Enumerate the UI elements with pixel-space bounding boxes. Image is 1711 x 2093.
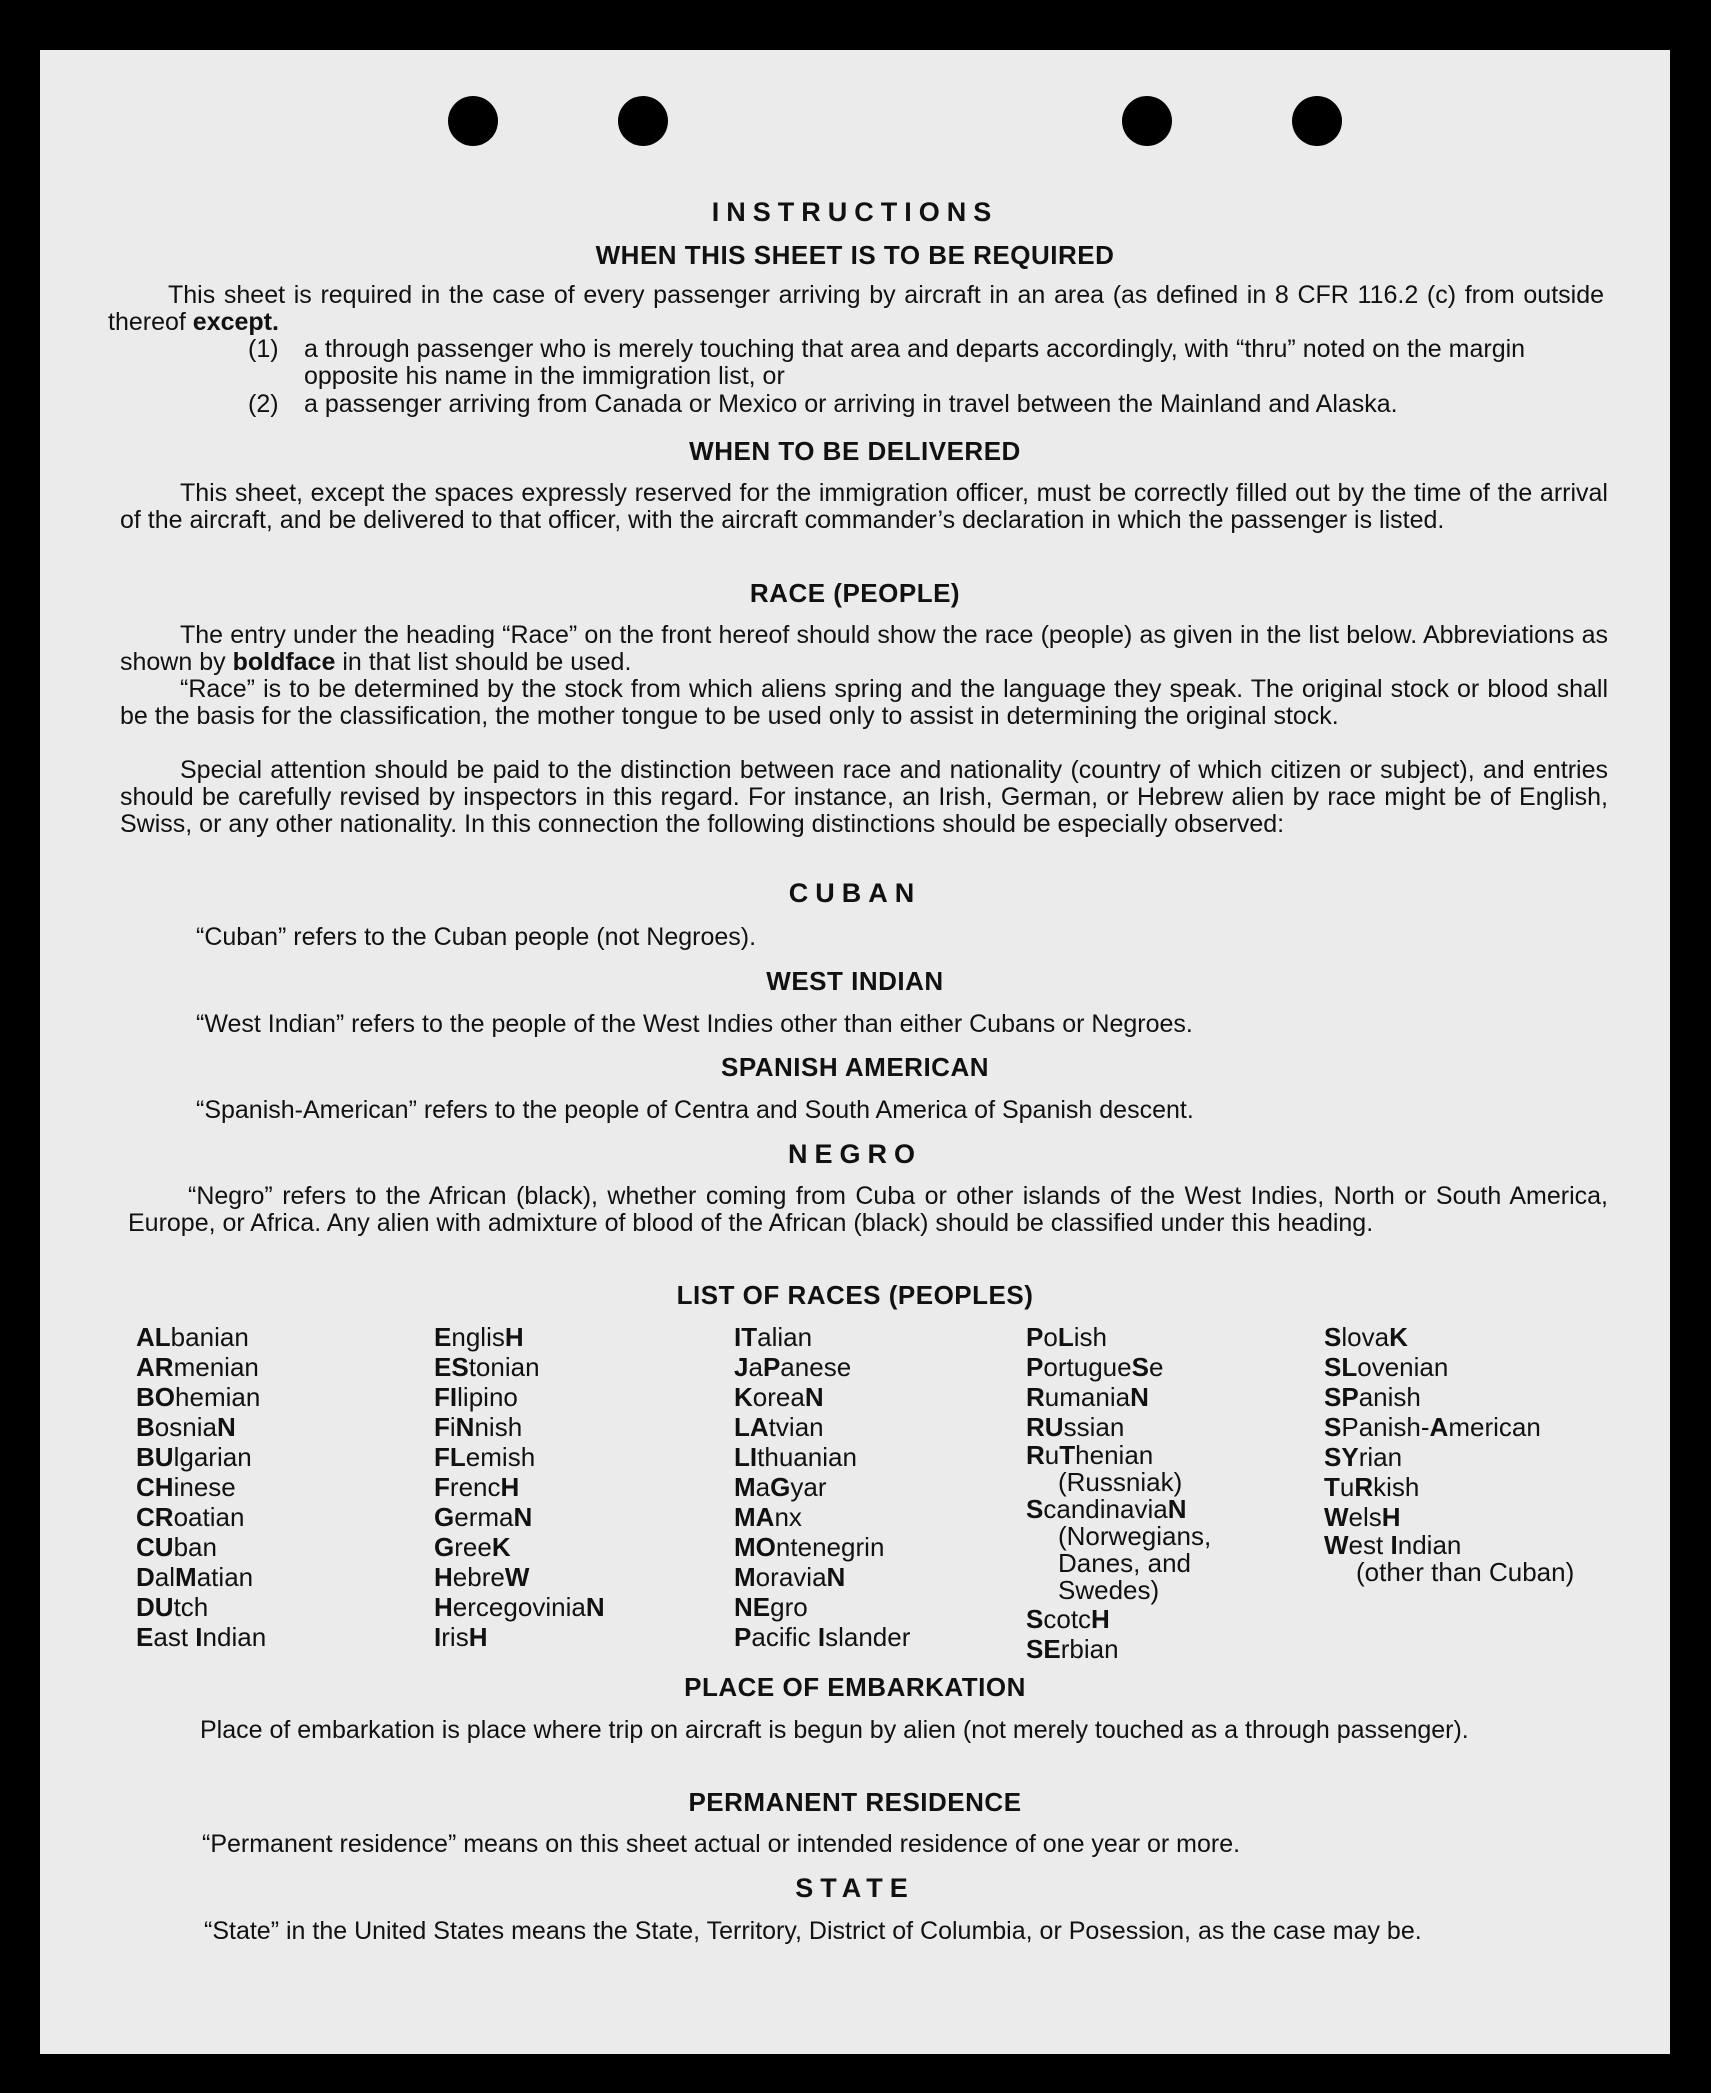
- state-text: “State” in the United States means the State, Territory, District of Columbia, or Posession, as the case may be.: [204, 1917, 1422, 1945]
- residence-text: “Permanent residence” means on this sheet actual or intended residence of one year or more.: [202, 1830, 1241, 1858]
- race-item: Pacific Islander: [734, 1622, 911, 1652]
- section-heading-embarkation: PLACE OF EMBARKATION: [684, 1672, 1026, 1702]
- delivered-text: This sheet, except the spaces expressly reserved for the immigration officer, must be correctly filled out by the time of the arrival of the aircraft, and be delivered to that officer, with the aircraft commander’s declaration in which the passenger is listed.: [120, 479, 1608, 534]
- race-item: CUban: [136, 1532, 217, 1562]
- west-indian-text: “West Indian” refers to the people of the West Indies other than either Cubans or Negroes.: [196, 1010, 1193, 1038]
- race-item: RuThenian (Russniak): [1026, 1442, 1286, 1496]
- cuban-text: “Cuban” refers to the Cuban people (not Negroes).: [196, 923, 757, 951]
- race-item: SLovenian: [1324, 1352, 1449, 1382]
- race-item: ScotcH: [1026, 1604, 1110, 1634]
- race-item: JaPanese: [734, 1352, 852, 1382]
- section-heading-negro: NEGRO: [787, 1139, 922, 1169]
- section-heading-cuban: CUBAN: [788, 878, 922, 908]
- section-heading-delivered: WHEN TO BE DELIVERED: [689, 436, 1021, 466]
- race-item: PortugueSe: [1026, 1352, 1164, 1382]
- section-heading-race: RACE (PEOPLE): [749, 578, 961, 608]
- races-column-3: [734, 1322, 910, 1652]
- race-item: FrencH: [434, 1472, 520, 1502]
- race-item: NEgro: [734, 1592, 808, 1622]
- exception-item-1: (1) a through passenger who is merely touching that area and departs accordingly, with “thru” noted on the margin opposite his name in the immigration list, or: [248, 335, 1526, 390]
- race-item: ARmenian: [136, 1352, 259, 1382]
- race-item-note: (Norwegians, Danes, and Swedes): [1058, 1521, 1212, 1605]
- race-item: MaGyar: [734, 1472, 827, 1502]
- race-item: SPanish-American: [1324, 1412, 1541, 1442]
- races-column-1: [136, 1322, 266, 1652]
- race-item: SYrian: [1324, 1442, 1403, 1472]
- race-item: EnglisH: [434, 1322, 524, 1352]
- section-heading-required: WHEN THIS SHEET IS TO BE REQUIRED: [595, 240, 1115, 270]
- race-item: KoreaN: [734, 1382, 824, 1412]
- race-item: SlovaK: [1324, 1322, 1408, 1352]
- spanish-american-text: “Spanish-American” refers to the people of Centra and South America of Spanish descent.: [196, 1096, 1194, 1124]
- race-item: RUssian: [1026, 1412, 1125, 1442]
- race-item: FiNnish: [434, 1412, 523, 1442]
- section-heading-state: STATE: [795, 1873, 915, 1903]
- race-item: ALbanian: [136, 1322, 249, 1352]
- race-item: LIthuanian: [734, 1442, 857, 1472]
- race-item: BosniaN: [136, 1412, 236, 1442]
- race-item: CRoatian: [136, 1502, 245, 1532]
- race-item: BOhemian: [136, 1382, 261, 1412]
- race-item: DalMatian: [136, 1562, 254, 1592]
- race-item: HercegoviniaN: [434, 1592, 605, 1622]
- race-item: SErbian: [1026, 1634, 1119, 1664]
- race-paragraph-2: “Race” is to be determined by the stock from which aliens spring and the language they speak. The original stock or blood shall be the basis for the classification, the mother tongue to be used only to assist in determining the original stock.: [120, 675, 1608, 730]
- race-item: East Indian: [136, 1622, 267, 1652]
- race-paragraph-3: Special attention should be paid to the distinction between race and nationality (country of which citizen or subject), and entries should be carefully revised by inspectors in this regard. For instance, an Irish, German, or Hebrew alien by race might be of English, Swiss, or any other nationality. In this connection the following distinctions should be especially observed:: [120, 756, 1608, 838]
- race-item: BUlgarian: [136, 1442, 252, 1472]
- race-item: MoraviaN: [734, 1562, 846, 1592]
- race-item: LAtvian: [734, 1412, 824, 1442]
- document-page: [40, 50, 1670, 2054]
- races-column-4: [1026, 1322, 1286, 1664]
- race-item: RumaniaN: [1026, 1382, 1149, 1412]
- race-item: IrisH: [434, 1622, 488, 1652]
- negro-text: “Negro” refers to the African (black), whether coming from Cuba or other islands of the West Indies, North or South America, Europe, or Africa. Any alien with admixture of blood of the African (black) should be classified under this heading.: [128, 1182, 1608, 1237]
- race-item: DUtch: [136, 1592, 209, 1622]
- race-item: WelsH: [1324, 1502, 1401, 1532]
- race-item: GermaN: [434, 1502, 533, 1532]
- section-heading-list-of-races: LIST OF RACES (PEOPLES): [676, 1280, 1034, 1310]
- race-item: MAnx: [734, 1502, 802, 1532]
- exception-item-2: (2) a passenger arriving from Canada or Mexico or arriving in travel between the Mainland and Alaska.: [248, 390, 1398, 418]
- section-heading-west-indian: WEST INDIAN: [766, 966, 944, 996]
- race-item: MOntenegrin: [734, 1532, 885, 1562]
- embarkation-text: Place of embarkation is place where trip on aircraft is begun by alien (not merely touched as a through passenger).: [200, 1716, 1469, 1744]
- races-column-5: [1324, 1322, 1594, 1586]
- section-heading-residence: PERMANENT RESIDENCE: [688, 1787, 1022, 1817]
- race-item: FIlipino: [434, 1382, 518, 1412]
- required-intro: This sheet is required in the case of every passenger arriving by aircraft in an area (as defined in 8 CFR 116.2 (c) from outside thereof except.: [108, 281, 1604, 336]
- race-item: SPanish: [1324, 1382, 1421, 1412]
- race-item: ScandinaviaN (Norwegians, Danes, and Swedes): [1026, 1496, 1286, 1604]
- race-item: FLemish: [434, 1442, 536, 1472]
- section-heading-spanish-american: SPANISH AMERICAN: [720, 1052, 989, 1082]
- race-item: HebreW: [434, 1562, 530, 1592]
- race-item: GreeK: [434, 1532, 511, 1562]
- race-item: ITalian: [734, 1322, 813, 1352]
- race-item: West Indian (other than Cuban): [1324, 1532, 1594, 1586]
- race-item-note: (Russniak): [1058, 1467, 1183, 1497]
- races-column-2: [434, 1322, 605, 1652]
- race-paragraph-1: The entry under the heading “Race” on the front hereof should show the race (people) as given in the list below. Abbreviations as shown by boldface in that list should be used.: [120, 621, 1608, 676]
- race-item: CHinese: [136, 1472, 236, 1502]
- race-item: EStonian: [434, 1352, 540, 1382]
- race-item: TuRkish: [1324, 1472, 1420, 1502]
- race-item: PoLish: [1026, 1322, 1107, 1352]
- instructions-title: INSTRUCTIONS: [711, 197, 999, 227]
- instructions-content: [40, 50, 1670, 2054]
- race-item-note: (other than Cuban): [1356, 1557, 1575, 1587]
